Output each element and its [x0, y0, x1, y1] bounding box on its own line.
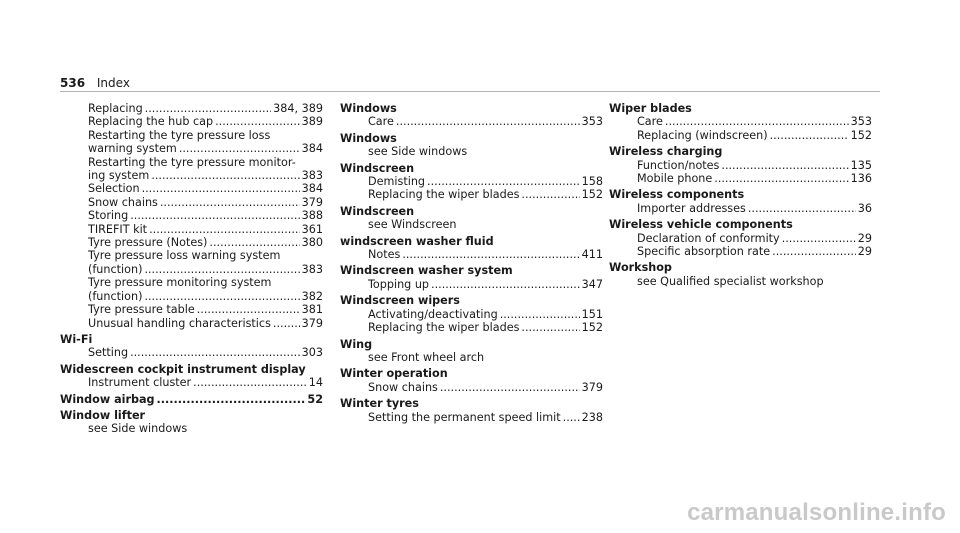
index-subentry [60, 346, 323, 359]
dot-leader [440, 381, 580, 394]
subentry-label: Unusual handling characteristics [88, 316, 271, 330]
index-subentry [60, 182, 323, 195]
index-subentry [60, 376, 323, 389]
dot-leader [144, 290, 299, 303]
dot-leader [130, 209, 299, 222]
page-reference: 380 [301, 236, 323, 250]
index-term: Windscreen wipers [340, 294, 460, 308]
index-term: Wireless charging [609, 145, 723, 159]
page-header [60, 76, 130, 90]
dot-leader [157, 393, 306, 406]
index-column-2 [340, 102, 603, 424]
page-reference: 379 [301, 195, 323, 209]
dot-leader [209, 236, 299, 249]
dot-leader [396, 115, 580, 128]
index-column-3 [609, 102, 872, 288]
subentry-label: Mobile phone [637, 172, 713, 186]
index-term: Wiper blades [609, 102, 692, 115]
page-reference: 303 [301, 346, 323, 360]
dot-leader [714, 172, 848, 185]
subentry-label: Replacing [88, 102, 143, 115]
dot-leader [197, 303, 300, 316]
subentry-label: Replacing (windscreen) [637, 128, 768, 142]
index-term-label: Window airbag [60, 392, 155, 406]
subentry-label: Topping up [368, 277, 430, 291]
subentry-label: TIREFIT kit [88, 222, 148, 236]
index-subentry [340, 175, 603, 188]
page-reference: 384 [301, 142, 323, 156]
index-subentry [609, 172, 872, 185]
index-subentry [60, 169, 323, 182]
page-reference: 383 [301, 169, 323, 183]
index-subentry [340, 188, 603, 201]
index-term: Workshop [609, 261, 672, 275]
dot-leader [521, 321, 579, 334]
dot-leader [179, 142, 300, 155]
dot-leader [427, 175, 580, 188]
index-term [60, 393, 323, 406]
index-subentry-text: see Qualified specialist workshop [637, 274, 824, 288]
subentry-label: Care [368, 115, 394, 129]
dot-leader [665, 115, 849, 128]
index-subentry [60, 290, 323, 303]
dot-leader [160, 196, 300, 209]
page-reference: 411 [581, 248, 603, 262]
index-subentry-text: see Windscreen [368, 218, 457, 232]
index-subentry-text: Tyre pressure loss warning system [88, 249, 281, 263]
index-subentry [60, 263, 323, 276]
page-reference: 353 [581, 115, 603, 129]
index-term: Widescreen cockpit instrument display [60, 362, 306, 376]
dot-leader [563, 411, 580, 424]
page-reference: 14 [308, 376, 323, 390]
index-term: Wi-Fi [60, 332, 93, 346]
page-reference: 384 [301, 182, 323, 196]
dot-leader [500, 308, 580, 321]
subentry-label: (function) [88, 262, 143, 276]
subentry-label: warning system [88, 142, 177, 156]
index-subentry [340, 411, 603, 424]
subentry-label: Care [637, 115, 663, 129]
index-term: Windscreen [340, 204, 415, 218]
subentry-label: (function) [88, 289, 143, 303]
index-subentry [60, 303, 323, 316]
page-reference: 29 [857, 231, 872, 245]
index-term: Windows [340, 102, 397, 115]
page-reference: 379 [301, 316, 323, 330]
subentry-label: ing system [88, 169, 150, 183]
index-term: Wireless vehicle components [609, 218, 793, 232]
dot-leader [782, 232, 856, 245]
subentry-label: Specific absorption rate [637, 245, 771, 259]
index-term: Windscreen [340, 161, 415, 175]
subentry-label: Setting the permanent speed limit [368, 410, 561, 424]
page-reference: 389 [301, 115, 323, 129]
page-reference: 238 [581, 410, 603, 424]
index-subentry [340, 278, 603, 291]
page-reference: 158 [581, 175, 603, 189]
dot-leader [151, 169, 299, 182]
page-reference: 361 [301, 222, 323, 236]
page-reference: 383 [301, 262, 323, 276]
index-subentry-text: see Side windows [88, 422, 188, 436]
dot-leader [402, 248, 579, 261]
subentry-label: Function/notes [637, 158, 720, 172]
page-reference: 381 [301, 303, 323, 317]
dot-leader [721, 159, 848, 172]
dot-leader [770, 129, 849, 142]
dot-leader [431, 278, 580, 291]
index-subentry [60, 115, 323, 128]
dot-leader [144, 263, 299, 276]
index-term: Wireless components [609, 188, 745, 202]
section-title: Index [96, 76, 130, 90]
index-subentry [60, 196, 323, 209]
index-subentry [60, 142, 323, 155]
index-term: Winter tyres [340, 397, 419, 411]
index-subentry [340, 248, 603, 261]
page-reference: 384, 389 [273, 102, 323, 115]
index-subentry [60, 236, 323, 249]
subentry-label: Instrument cluster [88, 376, 192, 390]
dot-leader [273, 317, 300, 330]
page-reference: 347 [581, 277, 603, 291]
dot-leader [193, 376, 307, 389]
index-term: Winter operation [340, 367, 448, 381]
dot-leader [130, 346, 300, 359]
index-subentry [60, 209, 323, 222]
index-subentry [609, 129, 872, 142]
index-subentry-text: Tyre pressure monitoring system [88, 276, 272, 290]
subentry-label: Selection [88, 182, 140, 196]
dot-leader [142, 182, 300, 195]
index-subentry-text: see Front wheel arch [368, 350, 485, 364]
subentry-label: Notes [368, 248, 401, 262]
index-term: Windows [340, 131, 397, 145]
subentry-label: Replacing the wiper blades [368, 188, 520, 202]
page-reference: 388 [301, 209, 323, 223]
index-subentry [609, 245, 872, 258]
index-term: windscreen washer fluid [340, 234, 494, 248]
subentry-label: Declaration of conformity [637, 231, 780, 245]
page-reference: 379 [581, 380, 603, 394]
page-reference: 353 [850, 115, 872, 129]
page-reference: 382 [301, 289, 323, 303]
dot-leader [149, 223, 300, 236]
index-term: Window lifter [60, 408, 146, 422]
subentry-label: Snow chains [88, 195, 158, 209]
page-reference: 152 [581, 188, 603, 202]
index-subentry-text: see Side windows [368, 145, 468, 159]
index-subentry-text: Restarting the tyre pressure loss [88, 128, 271, 142]
header-divider [60, 91, 880, 92]
index-subentry [609, 159, 872, 172]
index-subentry [340, 115, 603, 128]
page-reference: 151 [581, 307, 603, 321]
subentry-label: Tyre pressure (Notes) [88, 236, 208, 250]
subentry-label: Replacing the wiper blades [368, 321, 520, 335]
index-subentry [60, 223, 323, 236]
watermark-text: carmanualsonline.info [687, 499, 946, 526]
page-reference: 152 [581, 321, 603, 335]
subentry-label: Storing [88, 209, 129, 223]
subentry-label: Demisting [368, 175, 426, 189]
dot-leader [772, 245, 856, 258]
index-term: Wing [340, 337, 373, 351]
index-subentry [60, 317, 323, 330]
page-reference: 52 [307, 392, 323, 406]
subentry-label: Replacing the hub cap [88, 115, 214, 129]
index-subentry [609, 202, 872, 215]
index-subentry [60, 102, 323, 115]
page-number: 536 [60, 76, 86, 90]
subentry-label: Activating/deactivating [368, 307, 498, 321]
index-subentry [340, 321, 603, 334]
subentry-label: Tyre pressure table [88, 303, 195, 317]
subentry-label: Importer addresses [637, 201, 746, 215]
subentry-label: Snow chains [368, 380, 438, 394]
index-subentry [609, 232, 872, 245]
index-term: Windscreen washer system [340, 264, 513, 278]
dot-leader [215, 115, 300, 128]
index-subentry [340, 381, 603, 394]
index-subentry [609, 115, 872, 128]
index-subentry-text: Restarting the tyre pressure monitor- [88, 155, 296, 169]
page-reference: 29 [857, 245, 872, 259]
page-reference: 135 [850, 158, 872, 172]
page-reference: 36 [857, 201, 872, 215]
subentry-label: Setting [88, 346, 129, 360]
dot-leader [145, 102, 272, 115]
dot-leader [748, 202, 856, 215]
dot-leader [521, 188, 579, 201]
index-column-1 [60, 102, 323, 436]
page-reference: 136 [850, 172, 872, 186]
index-subentry [340, 308, 603, 321]
page-reference: 152 [850, 128, 872, 142]
